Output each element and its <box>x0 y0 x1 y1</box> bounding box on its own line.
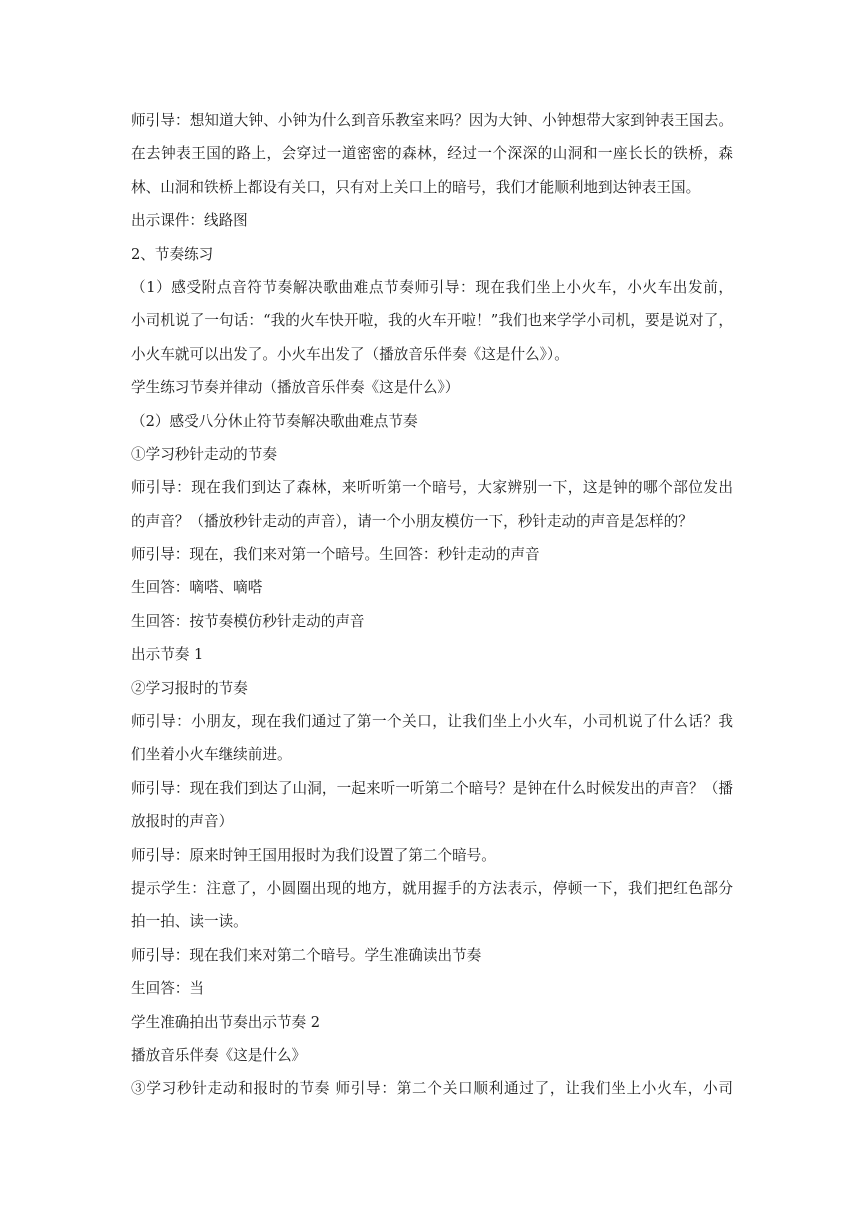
paragraph-line: 师引导：现在我们来对第二个暗号。学生准确读出节奏 <box>131 946 482 964</box>
paragraph-line: 小火车就可以出发了。小火车出发了（播放音乐伴奏《这是什么》）。 <box>131 345 569 363</box>
subsection-heading: （2）感受八分休止符节奏解决歌曲难点节奏 <box>131 412 418 430</box>
paragraph-line: 学生练习节奏并律动（播放音乐伴奏《这是什么》） <box>131 379 460 397</box>
paragraph-line: 师引导：现在，我们来对第一个暗号。生回答：秒针走动的声音 <box>131 546 540 564</box>
paragraph-line: （1）感受附点音符节奏解决歌曲难点节奏师引导：现在我们坐上小火车，小火车出发前， <box>131 278 733 296</box>
paragraph-line: 出示节奏 1 <box>131 646 204 664</box>
paragraph-line: 放报时的声音） <box>131 813 234 831</box>
paragraph-line: 出示课件：线路图 <box>131 212 248 230</box>
document-body <box>131 104 733 1106</box>
paragraph-line: 们坐着小火车继续前进。 <box>131 746 292 764</box>
paragraph-line: 生回答：当 <box>131 980 204 998</box>
subsection-heading: ①学习秒针走动的节奏 <box>131 445 277 463</box>
paragraph-line: 提示学生：注意了，小圆圈出现的地方，就用握手的方法表示，停顿一下，我们把红色部分 <box>131 879 733 897</box>
paragraph-line: 师引导：想知道大钟、小钟为什么到音乐教室来吗？因为大钟、小钟想带大家到钟表王国去。 <box>131 112 733 129</box>
paragraph-line: 林、山洞和铁桥上都设有关口，只有对上关口上的暗号，我们才能顺利地到达钟表王国。 <box>131 178 701 196</box>
paragraph-line: 师引导：现在我们到达了森林，来听听第一个暗号，大家辨别一下，这是钟的哪个部位发出 <box>131 479 733 497</box>
paragraph-line: 师引导：小朋友，现在我们通过了第一个关口，让我们坐上小火车，小司机说了什么话？我 <box>131 713 733 731</box>
paragraph-line: 的声音？（播放秒针走动的声音），请一个小朋友模仿一下，秒针走动的声音是怎样的？ <box>131 512 693 530</box>
paragraph-line: ③学习秒针走动和报时的节奏 师引导：第二个关口顺利通过了，让我们坐上小火车，小司 <box>131 1080 733 1098</box>
paragraph-line: 学生准确拍出节奏出示节奏 2 <box>131 1013 321 1031</box>
paragraph-line: 师引导：现在我们到达了山洞，一起来听一听第二个暗号？是钟在什么时候发出的声音？（播 <box>131 779 733 797</box>
paragraph-line: 师引导：原来时钟王国用报时为我们设置了第二个暗号。 <box>131 846 496 864</box>
paragraph-line: 播放音乐伴奏《这是什么》 <box>131 1046 307 1064</box>
subsection-heading: ②学习报时的节奏 <box>131 679 248 697</box>
paragraph-line: 生回答：嘀嗒、嘀嗒 <box>131 579 263 597</box>
paragraph-line: 生回答：按节奏模仿秒针走动的声音 <box>131 612 365 630</box>
paragraph-line: 小司机说了一句话：“我的火车快开啦，我的火车开啦！”我们也来学学小司机，要是说对了， <box>131 312 733 330</box>
paragraph-line: 在去钟表王国的路上，会穿过一道密密的森林，经过一个深深的山洞和一座长长的铁桥，森 <box>131 145 733 163</box>
section-heading: 2、节奏练习 <box>131 245 214 263</box>
paragraph-line: 拍一拍、读一读。 <box>131 913 248 931</box>
